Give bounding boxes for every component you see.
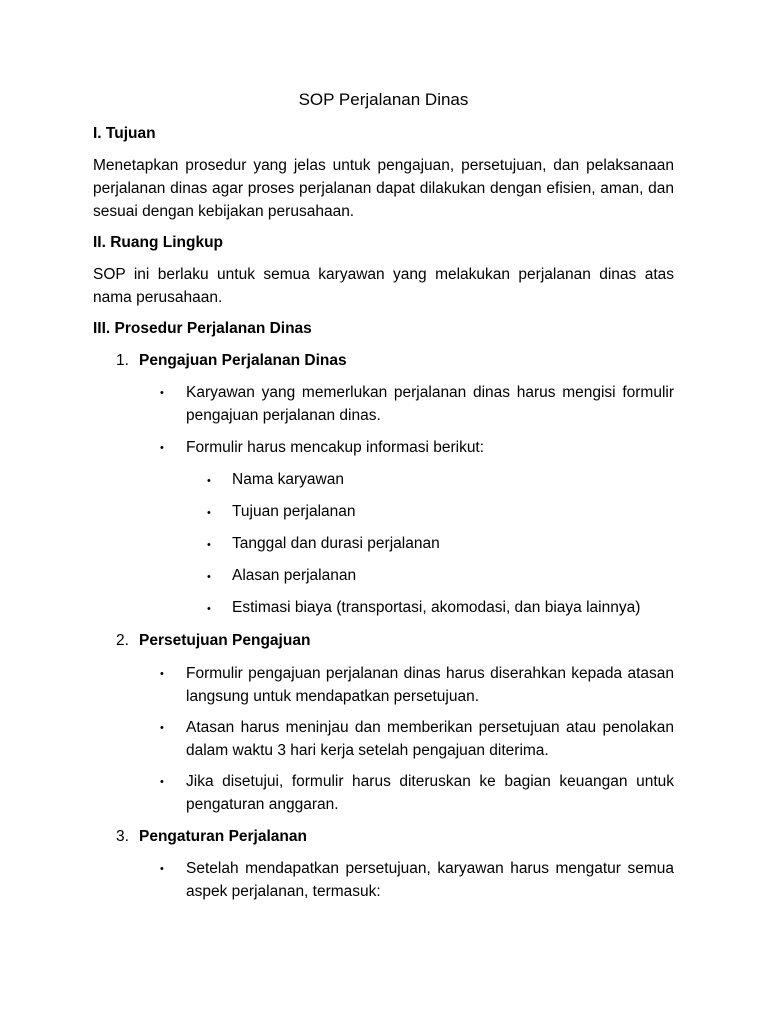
bullet-dot: • [160,863,164,875]
sub-bullet-dot: • [207,507,211,519]
step-label-pengaturan: Pengaturan Perjalanan [139,828,307,845]
section-heading-prosedur: III. Prosedur Perjalanan Dinas [93,320,312,337]
sub-bullet-dot: • [207,571,211,583]
bullet-dot: • [160,668,164,680]
sub-bullet-dot: • [207,475,211,487]
bullet-item: Karyawan yang memerlukan perjalanan dinas harus mengisi formulir pengajuan perjalanan dinas. [186,384,674,424]
step-number: 2. [116,632,129,649]
section-heading-ruang-lingkup: II. Ruang Lingkup [93,234,224,251]
sub-bullet-item: Nama karyawan [232,471,344,488]
sub-bullet-dot: • [207,539,211,551]
bullet-item: Atasan harus meninjau dan memberikan persetujuan atau penolakan dalam waktu 3 hari kerja setelah pengajuan diterima. [186,719,674,759]
step-number: 3. [116,828,129,845]
section-heading-tujuan: I. Tujuan [93,125,156,142]
step-number: 1. [116,352,129,369]
bullet-dot: • [160,722,164,734]
step-label-persetujuan: Persetujuan Pengajuan [139,632,311,649]
section-text-tujuan: Menetapkan prosedur yang jelas untuk pengajuan, persetujuan, dan pelaksanaan perjalanan dinas agar proses perjalanan dapat dilakukan dengan efisien, aman, dan sesuai dengan kebijakan perusahaan. [93,157,674,220]
bullet-dot: • [160,387,164,399]
sub-bullet-item: Alasan perjalanan [232,567,357,584]
bullet-dot: • [160,442,164,454]
step-label-pengajuan: Pengajuan Perjalanan Dinas [139,352,347,369]
bullet-item: Jika disetujui, formulir harus diteruskan ke bagian keuangan untuk pengaturan anggaran. [186,773,674,813]
bullet-item: Setelah mendapatkan persetujuan, karyawan harus mengatur semua aspek perjalanan, termasuk: [186,860,674,900]
sub-bullet-item: Tujuan perjalanan [232,503,356,520]
bullet-item: Formulir pengajuan perjalanan dinas harus diserahkan kepada atasan langsung untuk mendapatkan persetujuan. [186,665,674,705]
sub-bullet-item: Estimasi biaya (transportasi, akomodasi, dan biaya lainnya) [232,599,641,616]
sub-bullet-dot: • [207,603,211,615]
bullet-item: Formulir harus mencakup informasi berikut: [186,439,485,456]
section-text-ruang-lingkup: SOP ini berlaku untuk semua karyawan yang melakukan perjalanan dinas atas nama perusahaan. [93,266,674,306]
page-title: SOP Perjalanan Dinas [298,90,469,109]
sub-bullet-item: Tanggal dan durasi perjalanan [232,535,440,552]
bullet-dot: • [160,776,164,788]
